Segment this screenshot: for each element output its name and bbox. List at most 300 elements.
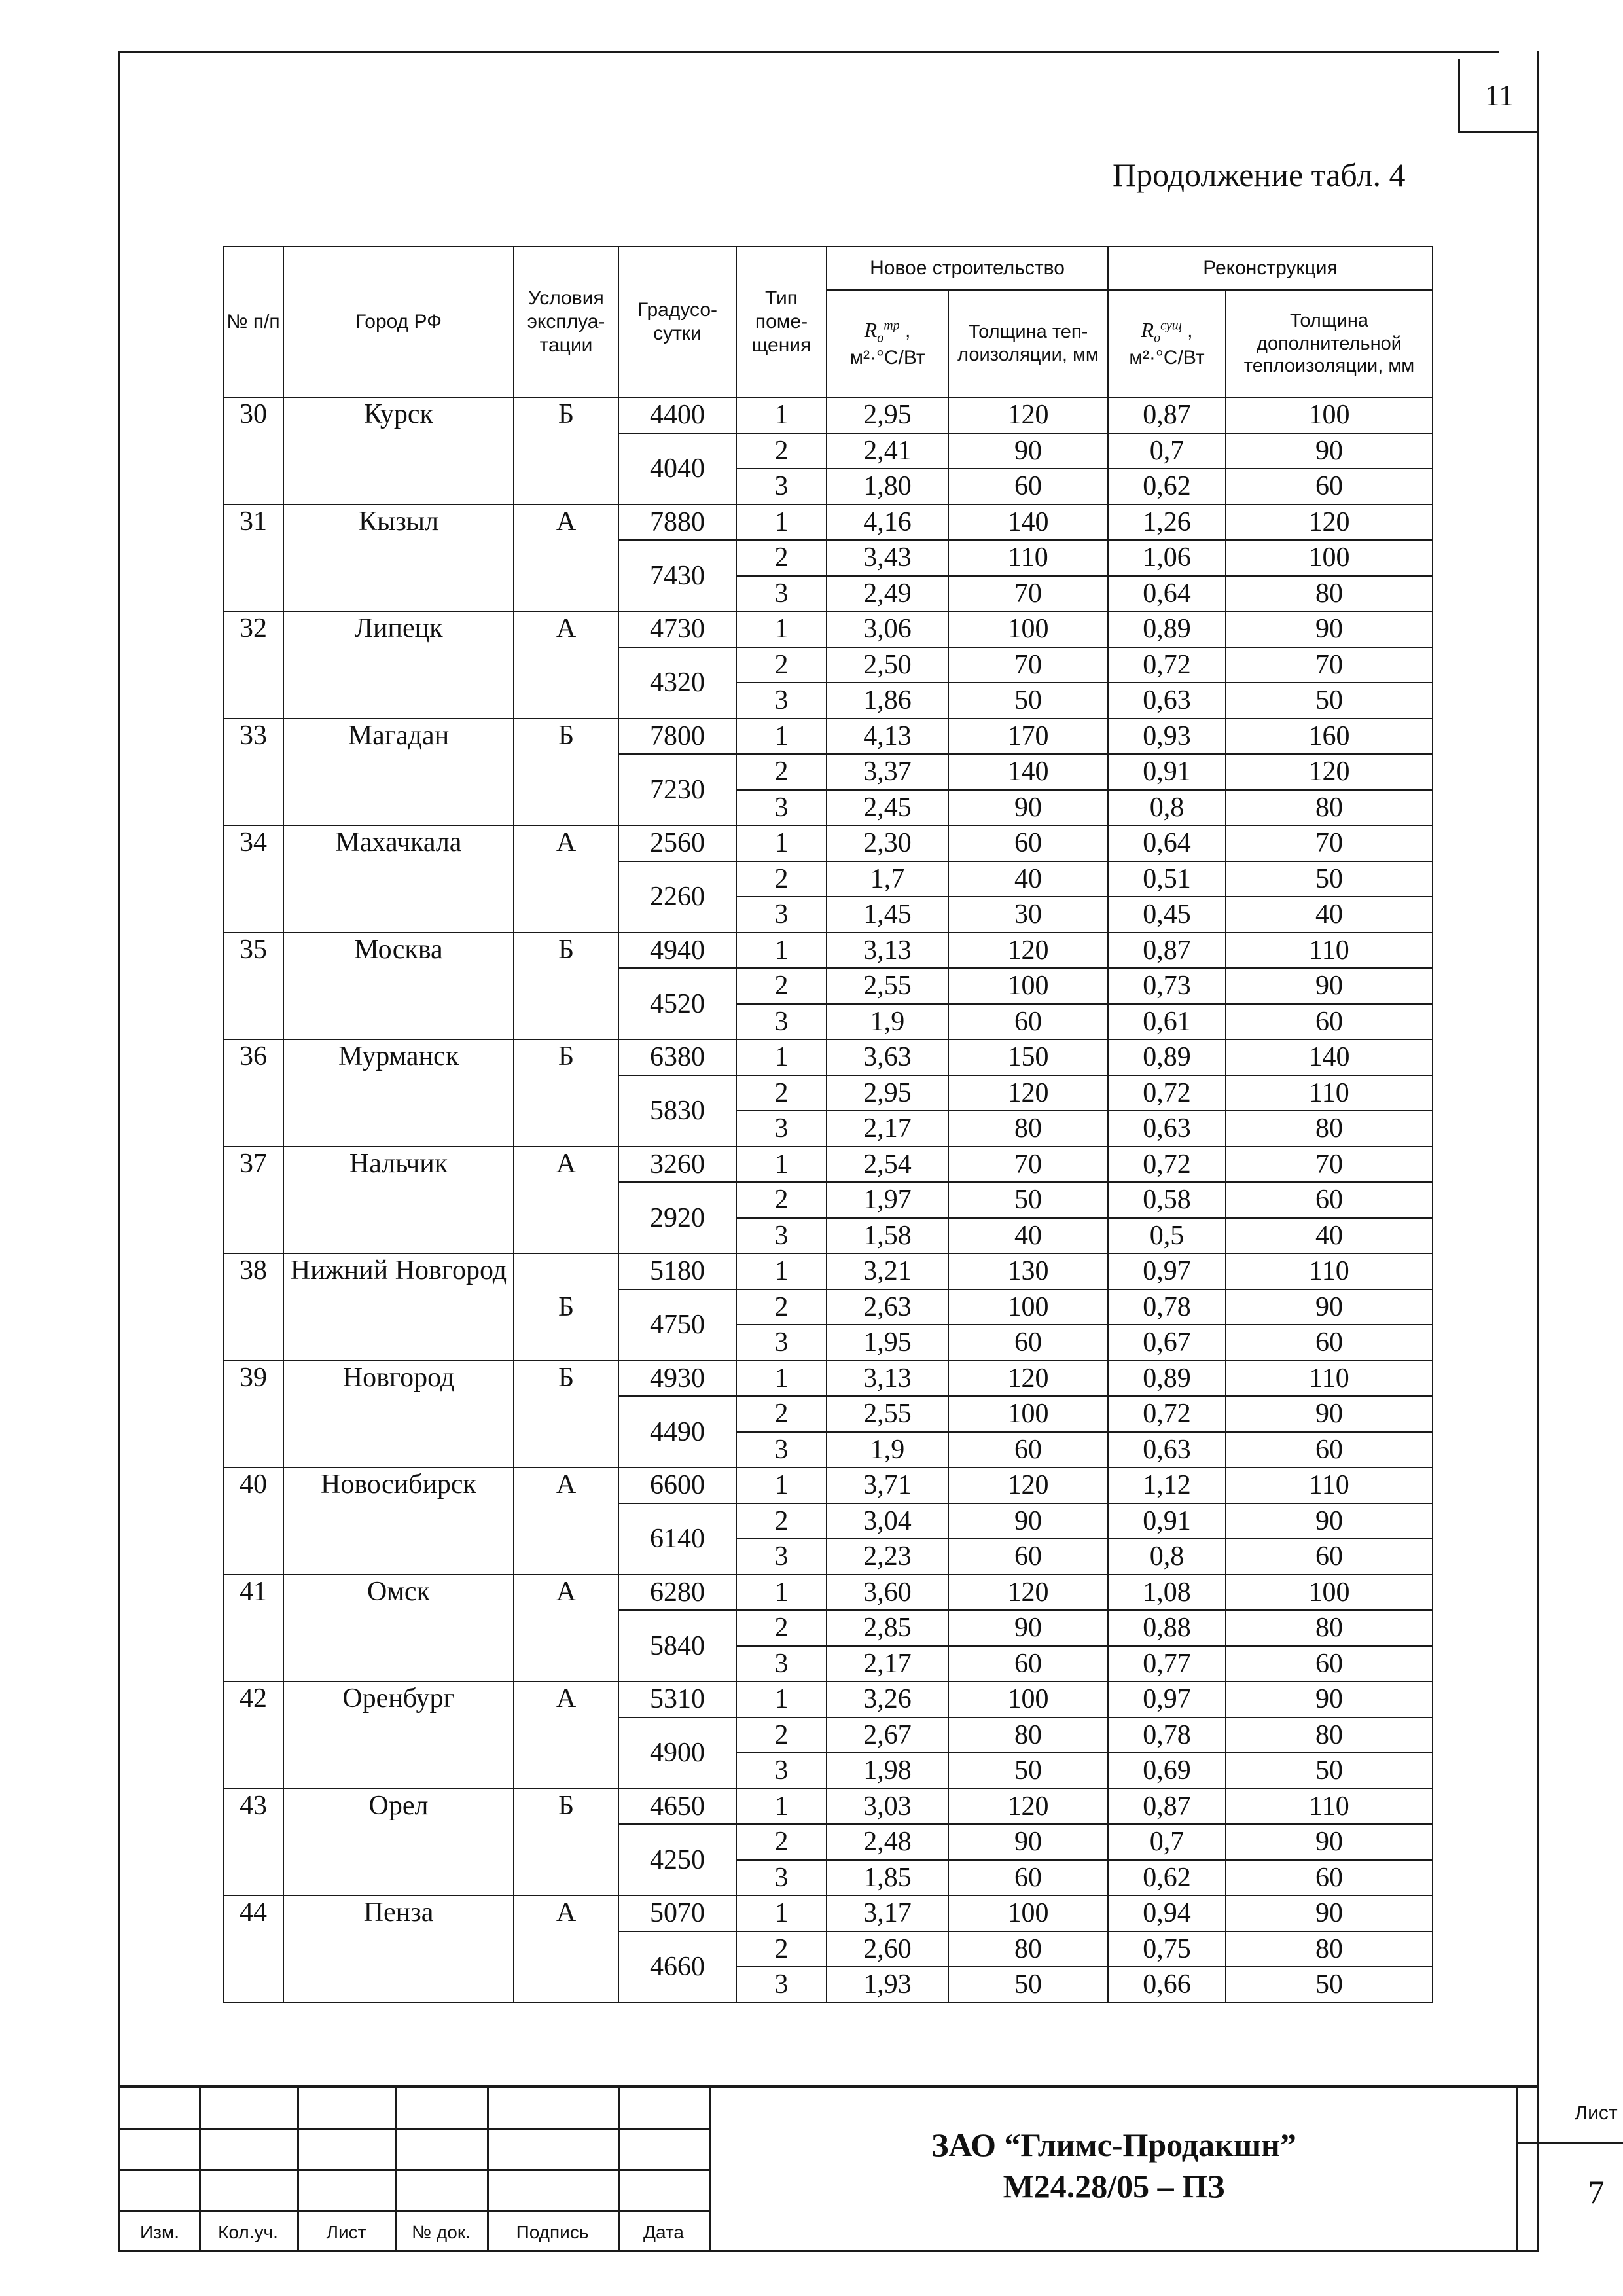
degree-days: 5830	[618, 1075, 736, 1147]
tb-organization	[712, 2125, 1516, 2206]
insulation-thickness: 60	[948, 1860, 1108, 1896]
city-name: Москва	[283, 933, 514, 1040]
row-number: 42	[223, 1681, 283, 1789]
insulation-thickness: 40	[948, 861, 1108, 897]
table-body	[223, 397, 1433, 2003]
additional-insulation: 90	[1226, 1503, 1433, 1539]
r-required: 3,43	[827, 540, 948, 576]
insulation-thickness: 70	[948, 576, 1108, 612]
city-name: Нижний Новгород	[283, 1253, 514, 1361]
title-block	[120, 2085, 1618, 2252]
room-type: 2	[736, 1289, 827, 1325]
insulation-thickness: 50	[948, 1753, 1108, 1789]
degree-days: 4650	[618, 1789, 736, 1825]
degree-days: 5180	[618, 1253, 736, 1289]
r-existing: 0,77	[1108, 1646, 1226, 1682]
insulation-thickness: 110	[948, 540, 1108, 576]
r-required: 2,17	[827, 1646, 948, 1682]
r-existing: 0,91	[1108, 754, 1226, 790]
r-existing: 0,62	[1108, 1860, 1226, 1896]
additional-insulation: 50	[1226, 861, 1433, 897]
header-num: № п/п	[223, 247, 283, 397]
additional-insulation: 140	[1226, 1039, 1433, 1075]
r-required: 3,13	[827, 1361, 948, 1397]
r-existing: 1,26	[1108, 505, 1226, 541]
insulation-thickness: 150	[948, 1039, 1108, 1075]
insulation-thickness: 100	[948, 1895, 1108, 1931]
insulation-thickness: 80	[948, 1931, 1108, 1967]
table-row	[223, 1895, 1433, 1931]
r-existing: 0,64	[1108, 825, 1226, 861]
degree-days: 2560	[618, 825, 736, 861]
degree-days: 4490	[618, 1396, 736, 1467]
room-type: 2	[736, 540, 827, 576]
room-type: 3	[736, 1753, 827, 1789]
insulation-thickness: 60	[948, 1539, 1108, 1575]
insulation-thickness: 100	[948, 611, 1108, 647]
room-type: 1	[736, 719, 827, 755]
header-new-construction: Новое строительство	[827, 247, 1108, 290]
r-required: 3,03	[827, 1789, 948, 1825]
r-existing: 0,89	[1108, 1039, 1226, 1075]
insulation-thickness: 60	[948, 1004, 1108, 1040]
insulation-thickness: 120	[948, 1789, 1108, 1825]
r-required: 2,48	[827, 1824, 948, 1860]
additional-insulation: 90	[1226, 1824, 1433, 1860]
room-type: 2	[736, 1610, 827, 1646]
insulation-thickness: 90	[948, 1824, 1108, 1860]
additional-insulation: 80	[1226, 1931, 1433, 1967]
room-type: 3	[736, 1860, 827, 1896]
operating-conditions: Б	[514, 1039, 618, 1147]
r-required: 2,23	[827, 1539, 948, 1575]
r-existing: 0,7	[1108, 1824, 1226, 1860]
r-existing: 0,5	[1108, 1218, 1226, 1254]
row-number: 34	[223, 825, 283, 933]
room-type: 3	[736, 1004, 827, 1040]
city-name: Новгород	[283, 1361, 514, 1468]
r-existing: 0,8	[1108, 790, 1226, 826]
insulation-thickness: 60	[948, 469, 1108, 505]
degree-days: 5840	[618, 1610, 736, 1681]
r-required: 3,71	[827, 1467, 948, 1503]
r-required: 2,67	[827, 1717, 948, 1753]
r-existing: 0,63	[1108, 683, 1226, 719]
insulation-thickness: 60	[948, 1432, 1108, 1468]
r-new-symbol: R	[864, 318, 878, 342]
city-name: Оренбург	[283, 1681, 514, 1789]
r-existing: 0,97	[1108, 1681, 1226, 1717]
operating-conditions: А	[514, 1147, 618, 1254]
r-rec-units: м²·°С/Вт	[1129, 346, 1205, 368]
insulation-thickness: 130	[948, 1253, 1108, 1289]
additional-insulation: 80	[1226, 1111, 1433, 1147]
additional-insulation: 40	[1226, 1218, 1433, 1254]
r-existing: 0,91	[1108, 1503, 1226, 1539]
r-existing: 0,72	[1108, 1075, 1226, 1111]
table-continuation-title: Продолжение табл. 4	[1113, 156, 1406, 193]
r-required: 3,06	[827, 611, 948, 647]
room-type: 3	[736, 469, 827, 505]
r-existing: 0,72	[1108, 647, 1226, 683]
r-existing: 0,93	[1108, 719, 1226, 755]
r-existing: 0,58	[1108, 1182, 1226, 1218]
city-name: Пенза	[283, 1895, 514, 2003]
r-required: 1,93	[827, 1967, 948, 2003]
city-name: Омск	[283, 1575, 514, 1682]
degree-days: 5070	[618, 1895, 736, 1931]
operating-conditions: А	[514, 1467, 618, 1575]
additional-insulation: 60	[1226, 1860, 1433, 1896]
degree-days: 4730	[618, 611, 736, 647]
room-type: 2	[736, 1717, 827, 1753]
r-required: 3,13	[827, 933, 948, 969]
r-required: 4,16	[827, 505, 948, 541]
r-required: 4,13	[827, 719, 948, 755]
additional-insulation: 90	[1226, 433, 1433, 469]
insulation-thickness: 100	[948, 1396, 1108, 1432]
header-thickness-rec: Толщина дополнительной теплоизоляции, мм	[1226, 290, 1433, 397]
degree-days: 6600	[618, 1467, 736, 1503]
r-required: 2,49	[827, 576, 948, 612]
r-existing: 0,87	[1108, 933, 1226, 969]
degree-days: 7880	[618, 505, 736, 541]
room-type: 2	[736, 433, 827, 469]
r-required: 1,58	[827, 1218, 948, 1254]
additional-insulation: 160	[1226, 719, 1433, 755]
room-type: 2	[736, 1931, 827, 1967]
room-type: 3	[736, 1111, 827, 1147]
r-existing: 0,63	[1108, 1432, 1226, 1468]
degree-days: 4040	[618, 433, 736, 505]
additional-insulation: 110	[1226, 1467, 1433, 1503]
additional-insulation: 100	[1226, 1575, 1433, 1611]
row-number: 31	[223, 505, 283, 612]
r-required: 2,50	[827, 647, 948, 683]
r-required: 2,41	[827, 433, 948, 469]
room-type: 1	[736, 933, 827, 969]
header-thickness-new: Толщина теп-лоизоляции, мм	[948, 290, 1108, 397]
r-required: 1,95	[827, 1325, 948, 1361]
room-type: 1	[736, 1895, 827, 1931]
operating-conditions: Б	[514, 719, 618, 826]
r-new-sub: o	[877, 331, 884, 346]
row-number: 43	[223, 1789, 283, 1896]
r-required: 1,97	[827, 1182, 948, 1218]
r-existing: 0,87	[1108, 397, 1226, 433]
r-existing: 0,73	[1108, 968, 1226, 1004]
room-type: 2	[736, 754, 827, 790]
table-row	[223, 933, 1433, 969]
r-required: 3,17	[827, 1895, 948, 1931]
degree-days: 4520	[618, 968, 736, 1039]
room-type: 1	[736, 1681, 827, 1717]
additional-insulation: 60	[1226, 469, 1433, 505]
additional-insulation: 80	[1226, 1717, 1433, 1753]
additional-insulation: 110	[1226, 933, 1433, 969]
room-type: 1	[736, 1575, 827, 1611]
insulation-thickness: 120	[948, 1575, 1108, 1611]
degree-days: 4930	[618, 1361, 736, 1397]
r-existing: 0,7	[1108, 433, 1226, 469]
tb-org-line2: М24.28/05 – ПЗ	[1003, 2167, 1225, 2204]
r-existing: 0,78	[1108, 1289, 1226, 1325]
city-name: Новосибирск	[283, 1467, 514, 1575]
row-number: 37	[223, 1147, 283, 1254]
additional-insulation: 110	[1226, 1361, 1433, 1397]
page-frame-left	[118, 51, 120, 2251]
tb-list: Лист	[326, 2222, 366, 2242]
city-name: Кызыл	[283, 505, 514, 612]
r-required: 2,85	[827, 1610, 948, 1646]
table-row	[223, 1467, 1433, 1503]
insulation-thickness: 50	[948, 1182, 1108, 1218]
r-required: 1,80	[827, 469, 948, 505]
r-new-units: м²·°С/Вт	[849, 346, 925, 368]
additional-insulation: 90	[1226, 1681, 1433, 1717]
table-row	[223, 825, 1433, 861]
r-rec-sup: сущ	[1160, 318, 1182, 333]
insulation-thickness: 70	[948, 647, 1108, 683]
room-type: 3	[736, 576, 827, 612]
room-type: 2	[736, 647, 827, 683]
insulation-thickness: 70	[948, 1147, 1108, 1183]
degree-days: 5310	[618, 1681, 736, 1717]
r-required: 2,54	[827, 1147, 948, 1183]
header-r-new: $R_o^{тр}$ , м²·°С/Вт	[827, 290, 948, 397]
insulation-thickness: 60	[948, 1646, 1108, 1682]
room-type: 3	[736, 1325, 827, 1361]
r-existing: 0,63	[1108, 1111, 1226, 1147]
operating-conditions: А	[514, 1895, 618, 2003]
room-type: 1	[736, 397, 827, 433]
table-row	[223, 1575, 1433, 1611]
page-frame-top	[118, 51, 1499, 53]
degree-days: 6380	[618, 1039, 736, 1075]
r-required: 2,55	[827, 1396, 948, 1432]
r-required: 1,9	[827, 1004, 948, 1040]
insulation-thickness: 100	[948, 1681, 1108, 1717]
r-existing: 1,12	[1108, 1467, 1226, 1503]
r-rec-sub: o	[1154, 331, 1161, 346]
insulation-thickness: 120	[948, 397, 1108, 433]
header-reconstruction: Реконструкция	[1108, 247, 1433, 290]
insulation-thickness: 100	[948, 968, 1108, 1004]
r-required: 1,7	[827, 861, 948, 897]
operating-conditions: А	[514, 1681, 618, 1789]
additional-insulation: 110	[1226, 1253, 1433, 1289]
room-type: 2	[736, 1396, 827, 1432]
insulation-thickness: 140	[948, 754, 1108, 790]
operating-conditions: Б	[514, 1361, 618, 1468]
row-number: 36	[223, 1039, 283, 1147]
degree-days: 7800	[618, 719, 736, 755]
table-row	[223, 397, 1433, 433]
operating-conditions: А	[514, 1575, 618, 1682]
additional-insulation: 80	[1226, 1610, 1433, 1646]
insulation-thickness: 90	[948, 1503, 1108, 1539]
tb-izm: Изм.	[140, 2222, 179, 2242]
additional-insulation: 60	[1226, 1325, 1433, 1361]
insulation-thickness: 80	[948, 1717, 1108, 1753]
additional-insulation: 100	[1226, 540, 1433, 576]
header-degree-days: Градусо-сутки	[618, 247, 736, 397]
degree-days: 2260	[618, 861, 736, 933]
r-required: 3,37	[827, 754, 948, 790]
additional-insulation: 90	[1226, 611, 1433, 647]
insulation-thickness: 50	[948, 683, 1108, 719]
operating-conditions: Б	[514, 1789, 618, 1896]
room-type: 2	[736, 1075, 827, 1111]
additional-insulation: 90	[1226, 1289, 1433, 1325]
r-required: 1,86	[827, 683, 948, 719]
table-row	[223, 1039, 1433, 1075]
insulation-table	[223, 246, 1433, 2003]
insulation-thickness: 60	[948, 1325, 1108, 1361]
insulation-thickness: 50	[948, 1967, 1108, 2003]
room-type: 1	[736, 1789, 827, 1825]
row-number: 39	[223, 1361, 283, 1468]
additional-insulation: 90	[1226, 1396, 1433, 1432]
additional-insulation: 80	[1226, 576, 1433, 612]
r-existing: 0,61	[1108, 1004, 1226, 1040]
insulation-thickness: 120	[948, 1361, 1108, 1397]
insulation-thickness: 30	[948, 897, 1108, 933]
room-type: 3	[736, 683, 827, 719]
r-existing: 0,69	[1108, 1753, 1226, 1789]
table-row	[223, 719, 1433, 755]
insulation-thickness: 60	[948, 825, 1108, 861]
additional-insulation: 60	[1226, 1004, 1433, 1040]
additional-insulation: 110	[1226, 1075, 1433, 1111]
room-type: 3	[736, 1539, 827, 1575]
room-type: 2	[736, 1824, 827, 1860]
r-existing: 0,75	[1108, 1931, 1226, 1967]
r-existing: 0,78	[1108, 1717, 1226, 1753]
degree-days: 4940	[618, 933, 736, 969]
additional-insulation: 70	[1226, 825, 1433, 861]
additional-insulation: 50	[1226, 1967, 1433, 2003]
header-conditions: Условия эксплуа-тации	[514, 247, 618, 397]
r-existing: 0,89	[1108, 1361, 1226, 1397]
row-number: 41	[223, 1575, 283, 1682]
r-existing: 0,72	[1108, 1147, 1226, 1183]
room-type: 1	[736, 1147, 827, 1183]
r-required: 1,9	[827, 1432, 948, 1468]
room-type: 1	[736, 505, 827, 541]
r-existing: 0,51	[1108, 861, 1226, 897]
r-existing: 0,45	[1108, 897, 1226, 933]
r-new-sup: тр	[883, 318, 900, 333]
header-city: Город РФ	[283, 247, 514, 397]
degree-days: 4660	[618, 1931, 736, 2003]
room-type: 2	[736, 1503, 827, 1539]
table-row	[223, 1361, 1433, 1397]
row-number: 40	[223, 1467, 283, 1575]
r-existing: 1,06	[1108, 540, 1226, 576]
insulation-thickness: 170	[948, 719, 1108, 755]
additional-insulation: 90	[1226, 1895, 1433, 1931]
city-name: Мурманск	[283, 1039, 514, 1147]
operating-conditions: А	[514, 505, 618, 612]
city-name: Курск	[283, 397, 514, 505]
insulation-thickness: 40	[948, 1218, 1108, 1254]
operating-conditions: Б	[514, 933, 618, 1040]
degree-days: 3260	[618, 1147, 736, 1183]
r-required: 2,45	[827, 790, 948, 826]
operating-conditions: А	[514, 611, 618, 719]
tb-org-line1: ЗАО “Глимс-Продакшн”	[931, 2126, 1296, 2163]
room-type: 2	[736, 861, 827, 897]
additional-insulation: 60	[1226, 1646, 1433, 1682]
header-room-type: Тип поме-щения	[736, 247, 827, 397]
city-name: Липецк	[283, 611, 514, 719]
insulation-thickness: 120	[948, 933, 1108, 969]
r-existing: 0,64	[1108, 576, 1226, 612]
tb-koluch: Кол.уч.	[218, 2222, 278, 2242]
additional-insulation: 70	[1226, 647, 1433, 683]
room-type: 3	[736, 790, 827, 826]
page-number: 11	[1458, 59, 1539, 133]
degree-days: 4250	[618, 1824, 736, 1895]
r-existing: 0,67	[1108, 1325, 1226, 1361]
table-row	[223, 1147, 1433, 1183]
row-number: 35	[223, 933, 283, 1040]
table-row	[223, 1681, 1433, 1717]
insulation-thickness: 90	[948, 433, 1108, 469]
city-name: Орел	[283, 1789, 514, 1896]
r-required: 2,95	[827, 1075, 948, 1111]
r-required: 2,60	[827, 1931, 948, 1967]
operating-conditions: Б	[514, 1253, 618, 1361]
degree-days: 4320	[618, 647, 736, 719]
r-required: 1,45	[827, 897, 948, 933]
r-required: 3,60	[827, 1575, 948, 1611]
r-existing: 0,97	[1108, 1253, 1226, 1289]
tb-sheet-number: 7	[1588, 2174, 1605, 2210]
r-existing: 0,89	[1108, 611, 1226, 647]
operating-conditions: Б	[514, 397, 618, 505]
additional-insulation: 50	[1226, 1753, 1433, 1789]
additional-insulation: 40	[1226, 897, 1433, 933]
additional-insulation: 60	[1226, 1432, 1433, 1468]
r-required: 2,55	[827, 968, 948, 1004]
additional-insulation: 50	[1226, 683, 1433, 719]
table-row	[223, 1789, 1433, 1825]
degree-days: 4750	[618, 1289, 736, 1361]
city-name: Нальчик	[283, 1147, 514, 1254]
additional-insulation: 60	[1226, 1182, 1433, 1218]
row-number: 44	[223, 1895, 283, 2003]
r-existing: 0,62	[1108, 469, 1226, 505]
degree-days: 4900	[618, 1717, 736, 1789]
page-frame-right	[1537, 51, 1539, 2251]
insulation-thickness: 80	[948, 1111, 1108, 1147]
degree-days: 2920	[618, 1182, 736, 1253]
r-required: 2,95	[827, 397, 948, 433]
room-type: 2	[736, 1182, 827, 1218]
room-type: 1	[736, 1039, 827, 1075]
table-row	[223, 505, 1433, 541]
room-type: 1	[736, 1361, 827, 1397]
additional-insulation: 80	[1226, 790, 1433, 826]
insulation-thickness: 120	[948, 1467, 1108, 1503]
tb-podpis: Подпись	[516, 2222, 589, 2242]
degree-days: 7430	[618, 540, 736, 611]
r-existing: 0,94	[1108, 1895, 1226, 1931]
room-type: 3	[736, 1967, 827, 2003]
r-existing: 0,87	[1108, 1789, 1226, 1825]
